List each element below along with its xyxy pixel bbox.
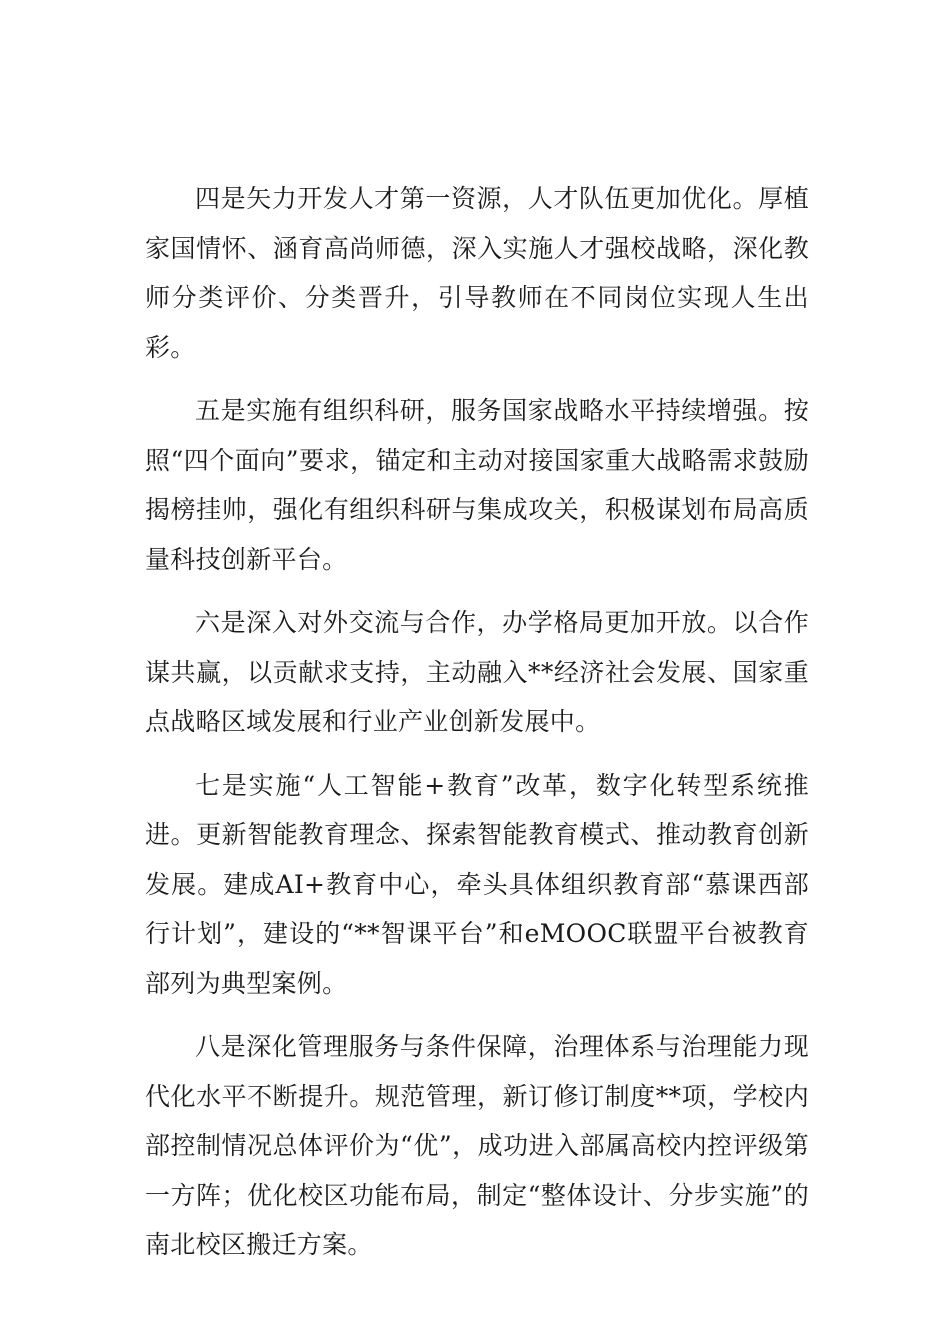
paragraph-ai-education: 七是实施“人工智能+教育”改革，数字化转型系统推进。更新智能教育理念、探索智能教育模式、推动教育创新发展。建成AI+教育中心，牵头具体组织教育部“慕课西部行计划”，建设的“**智课平台”和eMOOC联盟平台被教育部列为典型案例。: [145, 770, 809, 998]
paragraph-management: 八是深化管理服务与条件保障，治理体系与治理能力现代化水平不断提升。规范管理，新订修订制度**项，学校内部控制情况总体评价为“优”，成功进入部属高校内控评级第一方阵；优化校区功能布局，制定“整体设计、分步实施”的南北校区搬迁方案。: [145, 1032, 809, 1259]
paragraph-research: 五是实施有组织科研，服务国家战略水平持续增强。按照“四个面向”要求，锚定和主动对接国家重大战略需求鼓励揭榜挂帅，强化有组织科研与集成攻关，积极谋划布局高质量科技创新平台。: [145, 396, 809, 574]
document-body: [145, 174, 809, 1284]
paragraph-exchange: 六是深入对外交流与合作，办学格局更加开放。以合作谋共赢，以贡献求支持，主动融入**经济社会发展、国家重点战略区域发展和行业产业创新发展中。: [145, 608, 809, 736]
paragraph-talent: 四是矢力开发人才第一资源，人才队伍更加优化。厚植家国情怀、涵育高尚师德，深入实施人才强校战略，深化教师分类评价、分类晋升，引导教师在不同岗位实现人生出彩。: [145, 184, 809, 362]
